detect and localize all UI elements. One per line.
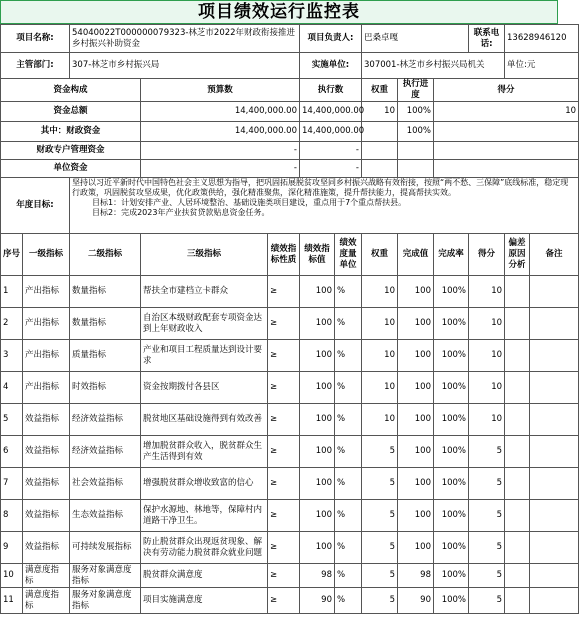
indicator-weight: 10 (362, 404, 398, 436)
funds-row (1, 160, 579, 178)
indicator-lvl2: 可持续发展指标 (70, 532, 141, 564)
indicator-target: 98 (300, 564, 335, 588)
funds-executed: 14,400,000.00 (300, 102, 362, 122)
indicator-header-seq: 序号 (1, 234, 23, 276)
indicator-rate: 100% (434, 564, 469, 588)
indicator-seq: 8 (1, 500, 23, 532)
annual-goal-label: 年度目标: (1, 178, 70, 234)
funds-executed: 14,400,000.00 (300, 122, 362, 142)
funds-header-weight: 权重 (362, 79, 398, 102)
info-row-project (1, 25, 579, 53)
funds-budget: 14,400,000.00 (141, 102, 300, 122)
indicator-unit: % (335, 532, 362, 564)
indicator-unit: % (335, 276, 362, 308)
funds-row (1, 122, 579, 142)
indicator-unit: % (335, 340, 362, 372)
annual-goal-row (1, 178, 579, 234)
indicator-body (1, 276, 579, 614)
indicator-unit: % (335, 468, 362, 500)
funds-header-budget: 预算数 (141, 79, 300, 102)
indicator-target: 100 (300, 340, 335, 372)
indicator-lvl2: 服务对象满意度指标 (70, 564, 141, 588)
indicator-target: 100 (300, 532, 335, 564)
indicator-lvl3: 保护水源地、林地等，保障村内道路干净卫生。 (141, 500, 268, 532)
indicator-header-target: 绩效指标值 (300, 234, 335, 276)
indicator-lvl2: 生态效益指标 (70, 500, 141, 532)
indicator-header-row (1, 234, 579, 276)
indicator-header-unit: 绩效度量单位 (335, 234, 362, 276)
indicator-nature: ≥ (268, 532, 300, 564)
impl-value: 307001-林芝市乡村振兴局机关 (362, 53, 505, 79)
funds-label: 财政专户管理资金 (1, 142, 141, 160)
funds-score (434, 122, 579, 142)
indicator-score: 5 (469, 532, 505, 564)
indicator-weight: 5 (362, 500, 398, 532)
indicator-deviation (505, 436, 530, 468)
indicator-weight: 5 (362, 532, 398, 564)
indicator-row (1, 532, 579, 564)
indicator-lvl3: 脱贫群众满意度 (141, 564, 268, 588)
indicator-seq: 6 (1, 436, 23, 468)
indicator-weight: 5 (362, 436, 398, 468)
indicator-rate: 100% (434, 340, 469, 372)
indicator-lvl1: 产出指标 (23, 340, 70, 372)
indicator-note (530, 340, 579, 372)
indicator-deviation (505, 564, 530, 588)
indicator-row (1, 564, 579, 588)
indicator-lvl3: 资金按期拨付各县区 (141, 372, 268, 404)
funds-executed: - (300, 160, 362, 178)
unit-label: 单位:元 (505, 53, 579, 79)
funds-label: 其中：财政资金 (1, 122, 141, 142)
indicator-seq: 5 (1, 404, 23, 436)
indicator-seq: 7 (1, 468, 23, 500)
indicator-done: 98 (398, 564, 434, 588)
project-name-label: 项目名称: (1, 25, 70, 53)
monitoring-table (0, 24, 579, 614)
indicator-lvl3: 增加脱贫群众收入，脱贫群众生产生活得到有效 (141, 436, 268, 468)
indicator-rate: 100% (434, 276, 469, 308)
indicator-nature: ≥ (268, 340, 300, 372)
indicator-unit: % (335, 500, 362, 532)
indicator-lvl3: 自治区本级财政配套专项资金达到上年财政收入 (141, 308, 268, 340)
indicator-lvl3: 脱贫地区基础设施得到有效改善 (141, 404, 268, 436)
indicator-deviation (505, 308, 530, 340)
indicator-lvl1: 效益指标 (23, 532, 70, 564)
indicator-deviation (505, 404, 530, 436)
indicator-lvl2: 时效指标 (70, 372, 141, 404)
funds-progress: 100% (398, 102, 434, 122)
funds-label: 单位资金 (1, 160, 141, 178)
indicator-lvl1: 产出指标 (23, 276, 70, 308)
project-name-value: 54040022T000000079323-林芝市2022年财政衔接推进乡村振兴补助资金 (70, 25, 300, 53)
indicator-unit: % (335, 404, 362, 436)
funds-progress: 100% (398, 122, 434, 142)
indicator-row (1, 500, 579, 532)
funds-header-progress: 执行进度 (398, 79, 434, 102)
responsible-value: 巴桑卓嘎 (362, 25, 469, 53)
indicator-nature: ≥ (268, 588, 300, 614)
funds-progress (398, 160, 434, 178)
indicator-note (530, 564, 579, 588)
responsible-label: 项目负责人: (300, 25, 362, 53)
indicator-nature: ≥ (268, 372, 300, 404)
indicator-lvl1: 效益指标 (23, 500, 70, 532)
indicator-header-done: 完成值 (398, 234, 434, 276)
funds-weight (362, 142, 398, 160)
indicator-header-score: 得分 (469, 234, 505, 276)
funds-score (434, 160, 579, 178)
indicator-deviation (505, 340, 530, 372)
indicator-nature: ≥ (268, 500, 300, 532)
indicator-score: 10 (469, 308, 505, 340)
funds-weight (362, 122, 398, 142)
indicator-lvl1: 满意度指标 (23, 564, 70, 588)
indicator-seq: 2 (1, 308, 23, 340)
indicator-header-nature: 绩效指标性质 (268, 234, 300, 276)
funds-budget: 14,400,000.00 (141, 122, 300, 142)
indicator-row (1, 404, 579, 436)
annual-goal-line: 目标1：计划安排产业、人居环境整治、基础设施类项目建设，重点用于7个重点帮扶县。 (92, 198, 407, 207)
indicator-lvl2: 数量指标 (70, 276, 141, 308)
indicator-done: 100 (398, 468, 434, 500)
funds-label: 资金总额 (1, 102, 141, 122)
indicator-lvl1: 效益指标 (23, 436, 70, 468)
indicator-rate: 100% (434, 404, 469, 436)
annual-goal-line: 目标2：完成2023年产业扶贫贷款贴息资金任务。 (92, 208, 270, 217)
indicator-target: 100 (300, 404, 335, 436)
indicator-done: 100 (398, 404, 434, 436)
indicator-row (1, 436, 579, 468)
indicator-unit: % (335, 564, 362, 588)
indicator-target: 100 (300, 500, 335, 532)
indicator-row (1, 340, 579, 372)
indicator-score: 10 (469, 340, 505, 372)
indicator-deviation (505, 372, 530, 404)
indicator-lvl1: 产出指标 (23, 372, 70, 404)
annual-goal-line: 坚持以习近平新时代中国特色社会主义思想为指导，把巩固拓展脱贫攻坚同乡村振兴战略有效衔接，按照“两不愁、三保障”底线标准，稳定现行政策，巩固脱贫攻坚成果，优化政策供给，强化精准聚焦，深化精准施策，提升帮扶能力，提高帮扶实效。 (72, 178, 569, 197)
funds-weight (362, 160, 398, 178)
indicator-done: 100 (398, 500, 434, 532)
indicator-unit: % (335, 308, 362, 340)
indicator-deviation (505, 532, 530, 564)
indicator-row (1, 468, 579, 500)
phone-value: 13628946120 (505, 25, 579, 53)
indicator-score: 5 (469, 564, 505, 588)
funds-executed: - (300, 142, 362, 160)
indicator-lvl2: 社会效益指标 (70, 468, 141, 500)
indicator-nature: ≥ (268, 564, 300, 588)
indicator-header-weight: 权重 (362, 234, 398, 276)
indicator-weight: 10 (362, 276, 398, 308)
indicator-header-rate: 完成率 (434, 234, 469, 276)
indicator-score: 5 (469, 588, 505, 614)
indicator-target: 100 (300, 276, 335, 308)
indicator-note (530, 588, 579, 614)
indicator-note (530, 372, 579, 404)
funds-header-executed: 执行数 (300, 79, 362, 102)
indicator-note (530, 308, 579, 340)
indicator-lvl3: 防止脱贫群众出现返贫现象、解决有劳动能力脱贫群众就业问题 (141, 532, 268, 564)
indicator-note (530, 468, 579, 500)
indicator-weight: 10 (362, 308, 398, 340)
indicator-target: 100 (300, 372, 335, 404)
indicator-lvl3: 产业和项目工程质量达到设计要求 (141, 340, 268, 372)
indicator-lvl2: 经济效益指标 (70, 436, 141, 468)
indicator-lvl3: 增强脱贫群众增收致富的信心 (141, 468, 268, 500)
info-row-dept (1, 53, 579, 79)
funds-budget: - (141, 142, 300, 160)
indicator-nature: ≥ (268, 308, 300, 340)
funds-weight: 10 (362, 102, 398, 122)
indicator-header-deviation: 偏差原因分析 (505, 234, 530, 276)
indicator-weight: 10 (362, 340, 398, 372)
indicator-seq: 3 (1, 340, 23, 372)
indicator-deviation (505, 588, 530, 614)
indicator-note (530, 500, 579, 532)
indicator-weight: 5 (362, 588, 398, 614)
indicator-done: 100 (398, 276, 434, 308)
indicator-score: 10 (469, 372, 505, 404)
indicator-seq: 1 (1, 276, 23, 308)
indicator-deviation (505, 468, 530, 500)
indicator-header-note: 备注 (530, 234, 579, 276)
indicator-note (530, 276, 579, 308)
indicator-unit: % (335, 588, 362, 614)
indicator-unit: % (335, 372, 362, 404)
funds-header-score: 得分 (434, 79, 579, 102)
indicator-seq: 10 (1, 564, 23, 588)
indicator-header-lvl3: 三级指标 (141, 234, 268, 276)
funds-header-row (1, 79, 579, 102)
funds-progress (398, 142, 434, 160)
funds-header-composition: 资金构成 (1, 79, 141, 102)
indicator-header-lvl1: 一级指标 (23, 234, 70, 276)
indicator-done: 100 (398, 372, 434, 404)
indicator-rate: 100% (434, 308, 469, 340)
funds-score (434, 142, 579, 160)
annual-goal-text (70, 178, 579, 234)
indicator-nature: ≥ (268, 404, 300, 436)
indicator-lvl2: 服务对象满意度指标 (70, 588, 141, 614)
indicator-nature: ≥ (268, 468, 300, 500)
indicator-row (1, 588, 579, 614)
indicator-score: 5 (469, 468, 505, 500)
indicator-weight: 10 (362, 372, 398, 404)
indicator-score: 10 (469, 276, 505, 308)
indicator-row (1, 308, 579, 340)
indicator-done: 100 (398, 532, 434, 564)
indicator-seq: 9 (1, 532, 23, 564)
dept-label: 主管部门: (1, 53, 70, 79)
funds-row (1, 142, 579, 160)
indicator-lvl3: 帮扶全市建档立卡群众 (141, 276, 268, 308)
indicator-header-lvl2: 二级指标 (70, 234, 141, 276)
indicator-rate: 100% (434, 468, 469, 500)
indicator-row (1, 276, 579, 308)
impl-label: 实施单位: (300, 53, 362, 79)
indicator-unit: % (335, 436, 362, 468)
indicator-lvl1: 满意度指标 (23, 588, 70, 614)
indicator-nature: ≥ (268, 276, 300, 308)
indicator-lvl3: 项目实施满意度 (141, 588, 268, 614)
indicator-done: 100 (398, 308, 434, 340)
indicator-rate: 100% (434, 588, 469, 614)
indicator-target: 90 (300, 588, 335, 614)
indicator-done: 100 (398, 436, 434, 468)
indicator-rate: 100% (434, 532, 469, 564)
funds-score: 10 (434, 102, 579, 122)
indicator-lvl2: 质量指标 (70, 340, 141, 372)
indicator-lvl1: 效益指标 (23, 468, 70, 500)
indicator-seq: 11 (1, 588, 23, 614)
indicator-lvl1: 产出指标 (23, 308, 70, 340)
indicator-rate: 100% (434, 500, 469, 532)
indicator-lvl1: 效益指标 (23, 404, 70, 436)
indicator-lvl2: 数量指标 (70, 308, 141, 340)
indicator-score: 5 (469, 500, 505, 532)
indicator-note (530, 532, 579, 564)
indicator-seq: 4 (1, 372, 23, 404)
indicator-done: 90 (398, 588, 434, 614)
indicator-target: 100 (300, 468, 335, 500)
indicator-deviation (505, 276, 530, 308)
indicator-deviation (505, 500, 530, 532)
indicator-done: 100 (398, 340, 434, 372)
funds-row (1, 102, 579, 122)
phone-label: 联系电话: (469, 25, 505, 53)
indicator-target: 100 (300, 436, 335, 468)
funds-budget: - (141, 160, 300, 178)
indicator-row (1, 372, 579, 404)
dept-value: 307-林芝市乡村振兴局 (70, 53, 300, 79)
indicator-note (530, 404, 579, 436)
indicator-note (530, 436, 579, 468)
indicator-lvl2: 经济效益指标 (70, 404, 141, 436)
indicator-score: 10 (469, 404, 505, 436)
indicator-weight: 5 (362, 468, 398, 500)
indicator-score: 5 (469, 436, 505, 468)
indicator-target: 100 (300, 308, 335, 340)
indicator-nature: ≥ (268, 436, 300, 468)
indicator-weight: 5 (362, 564, 398, 588)
indicator-rate: 100% (434, 372, 469, 404)
sheet-title: 项目绩效运行监控表 (0, 0, 558, 24)
indicator-rate: 100% (434, 436, 469, 468)
